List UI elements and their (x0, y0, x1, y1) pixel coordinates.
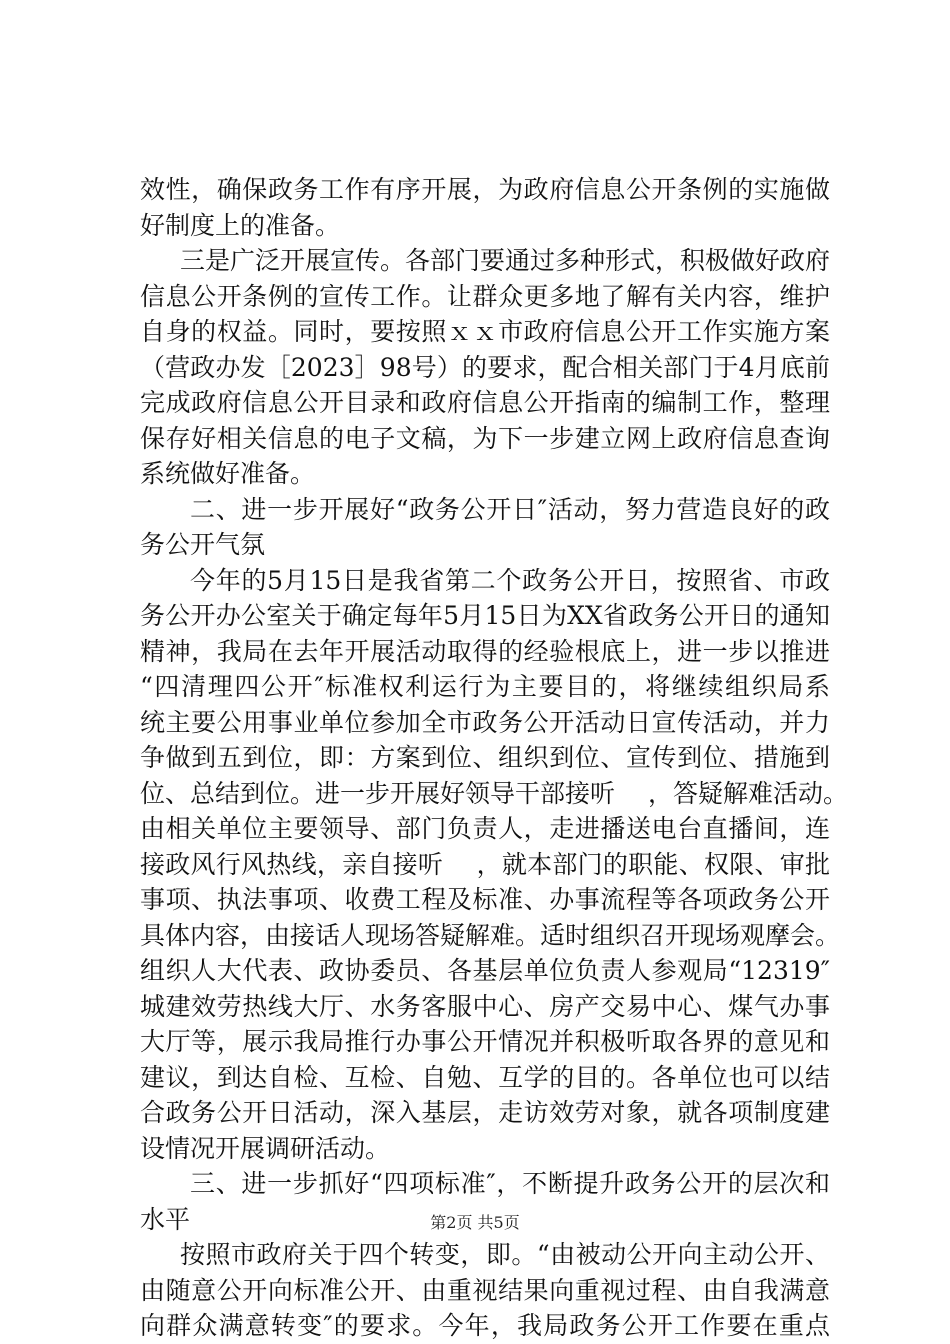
text-line: 务公开办公室关于确定每年5月15日为XX省政务公开日的通知 (140, 601, 830, 630)
text-line: 由相关单位主要领导、部门负责人，走进播送电台直播间，连 (140, 814, 830, 843)
text-line: 三、进一步抓好“四项标准″，不断提升政务公开的层次和 (190, 1169, 830, 1198)
text-line: 争做到五到位，即：方案到位、组织到位、宣传到位、措施到 (140, 743, 830, 772)
text-line: 保存好相关信息的电子文稿，为下一步建立网上政府信息查询 (140, 423, 830, 453)
text-line: 合政务公开日活动，深入基层，走访效劳对象，就各项制度建 (140, 1098, 830, 1127)
text-line: 精神，我局在去年开展活动取得的经验根底上，进一步以推进 (140, 636, 830, 666)
text-line: 自身的权益。同时，要按照ｘｘ市政府信息公开工作实施方案 (140, 317, 830, 346)
text-line: 好制度上的准备。 (140, 210, 341, 240)
text-line: 统主要公用事业单位参加全市政务公开活动日宣传活动，并力 (140, 707, 830, 737)
text-line: 水平 (140, 1204, 191, 1234)
text-line: 务公开气氛 (140, 530, 266, 559)
text-line: 按照市政府关于四个转变，即。“由被动公开向主动公开、 (180, 1240, 830, 1269)
text-line: 信息公开条例的宣传工作。让群众更多地了解有关内容，维护 (140, 281, 830, 311)
document-body (140, 172, 848, 1344)
text-line: 大厅等，展示我局推行办事公开情况并积极听取各界的意见和 (140, 1027, 830, 1056)
text-line: 向群众满意转变″的要求。今年，我局政务公开工作要在重点 (140, 1311, 830, 1340)
text-line: 效性，确保政务工作有序开展，为政府信息公开条例的实施做 (140, 175, 830, 204)
text-line: 接政风行风热线，亲自接听 ，就本部门的职能、权限、审批 (140, 849, 830, 879)
text-line: 城建效劳热线大厅、水务客服中心、房产交易中心、煤气办事 (140, 991, 830, 1021)
text-line: 由随意公开向标准公开、由重视结果向重视过程、由自我满意 (140, 1275, 830, 1305)
text-line: 完成政府信息公开目录和政府信息公开指南的编制工作，整理 (140, 388, 830, 417)
text-line: （营政办发［2023］98号）的要求，配合相关部门于4月底前 (140, 352, 830, 382)
text-line: “四清理四公开″标准权利运行为主要目的，将继续组织局系 (140, 672, 830, 701)
page-footer: 第2页 共5页 (430, 1213, 520, 1232)
text-line: 二、进一步开展好“政务公开日″活动，努力营造良好的政 (190, 494, 830, 524)
text-line: 具体内容，由接话人现场答疑解难。适时组织召开现场观摩会。 (140, 920, 841, 950)
text-line: 三是广泛开展宣传。各部门要通过多种形式，积极做好政府 (180, 246, 831, 275)
text-line: 系统做好准备。 (140, 459, 316, 488)
text-line: 组织人大代表、政协委员、各基层单位负责人参观局“12319″ (140, 956, 830, 985)
text-line: 建议，到达自检、互检、自勉、互学的目的。各单位也可以结 (140, 1062, 830, 1092)
text-line: 事项、执法事项、收费工程及标准、办事流程等各项政务公开 (140, 885, 830, 914)
text-line: 今年的5月15日是我省第二个政务公开日，按照省、市政 (190, 565, 830, 595)
text-line: 位、总结到位。进一步开展好领导干部接听 ，答疑解难活动。 (140, 778, 848, 808)
text-line: 设情况开展调研活动。 (140, 1133, 391, 1163)
